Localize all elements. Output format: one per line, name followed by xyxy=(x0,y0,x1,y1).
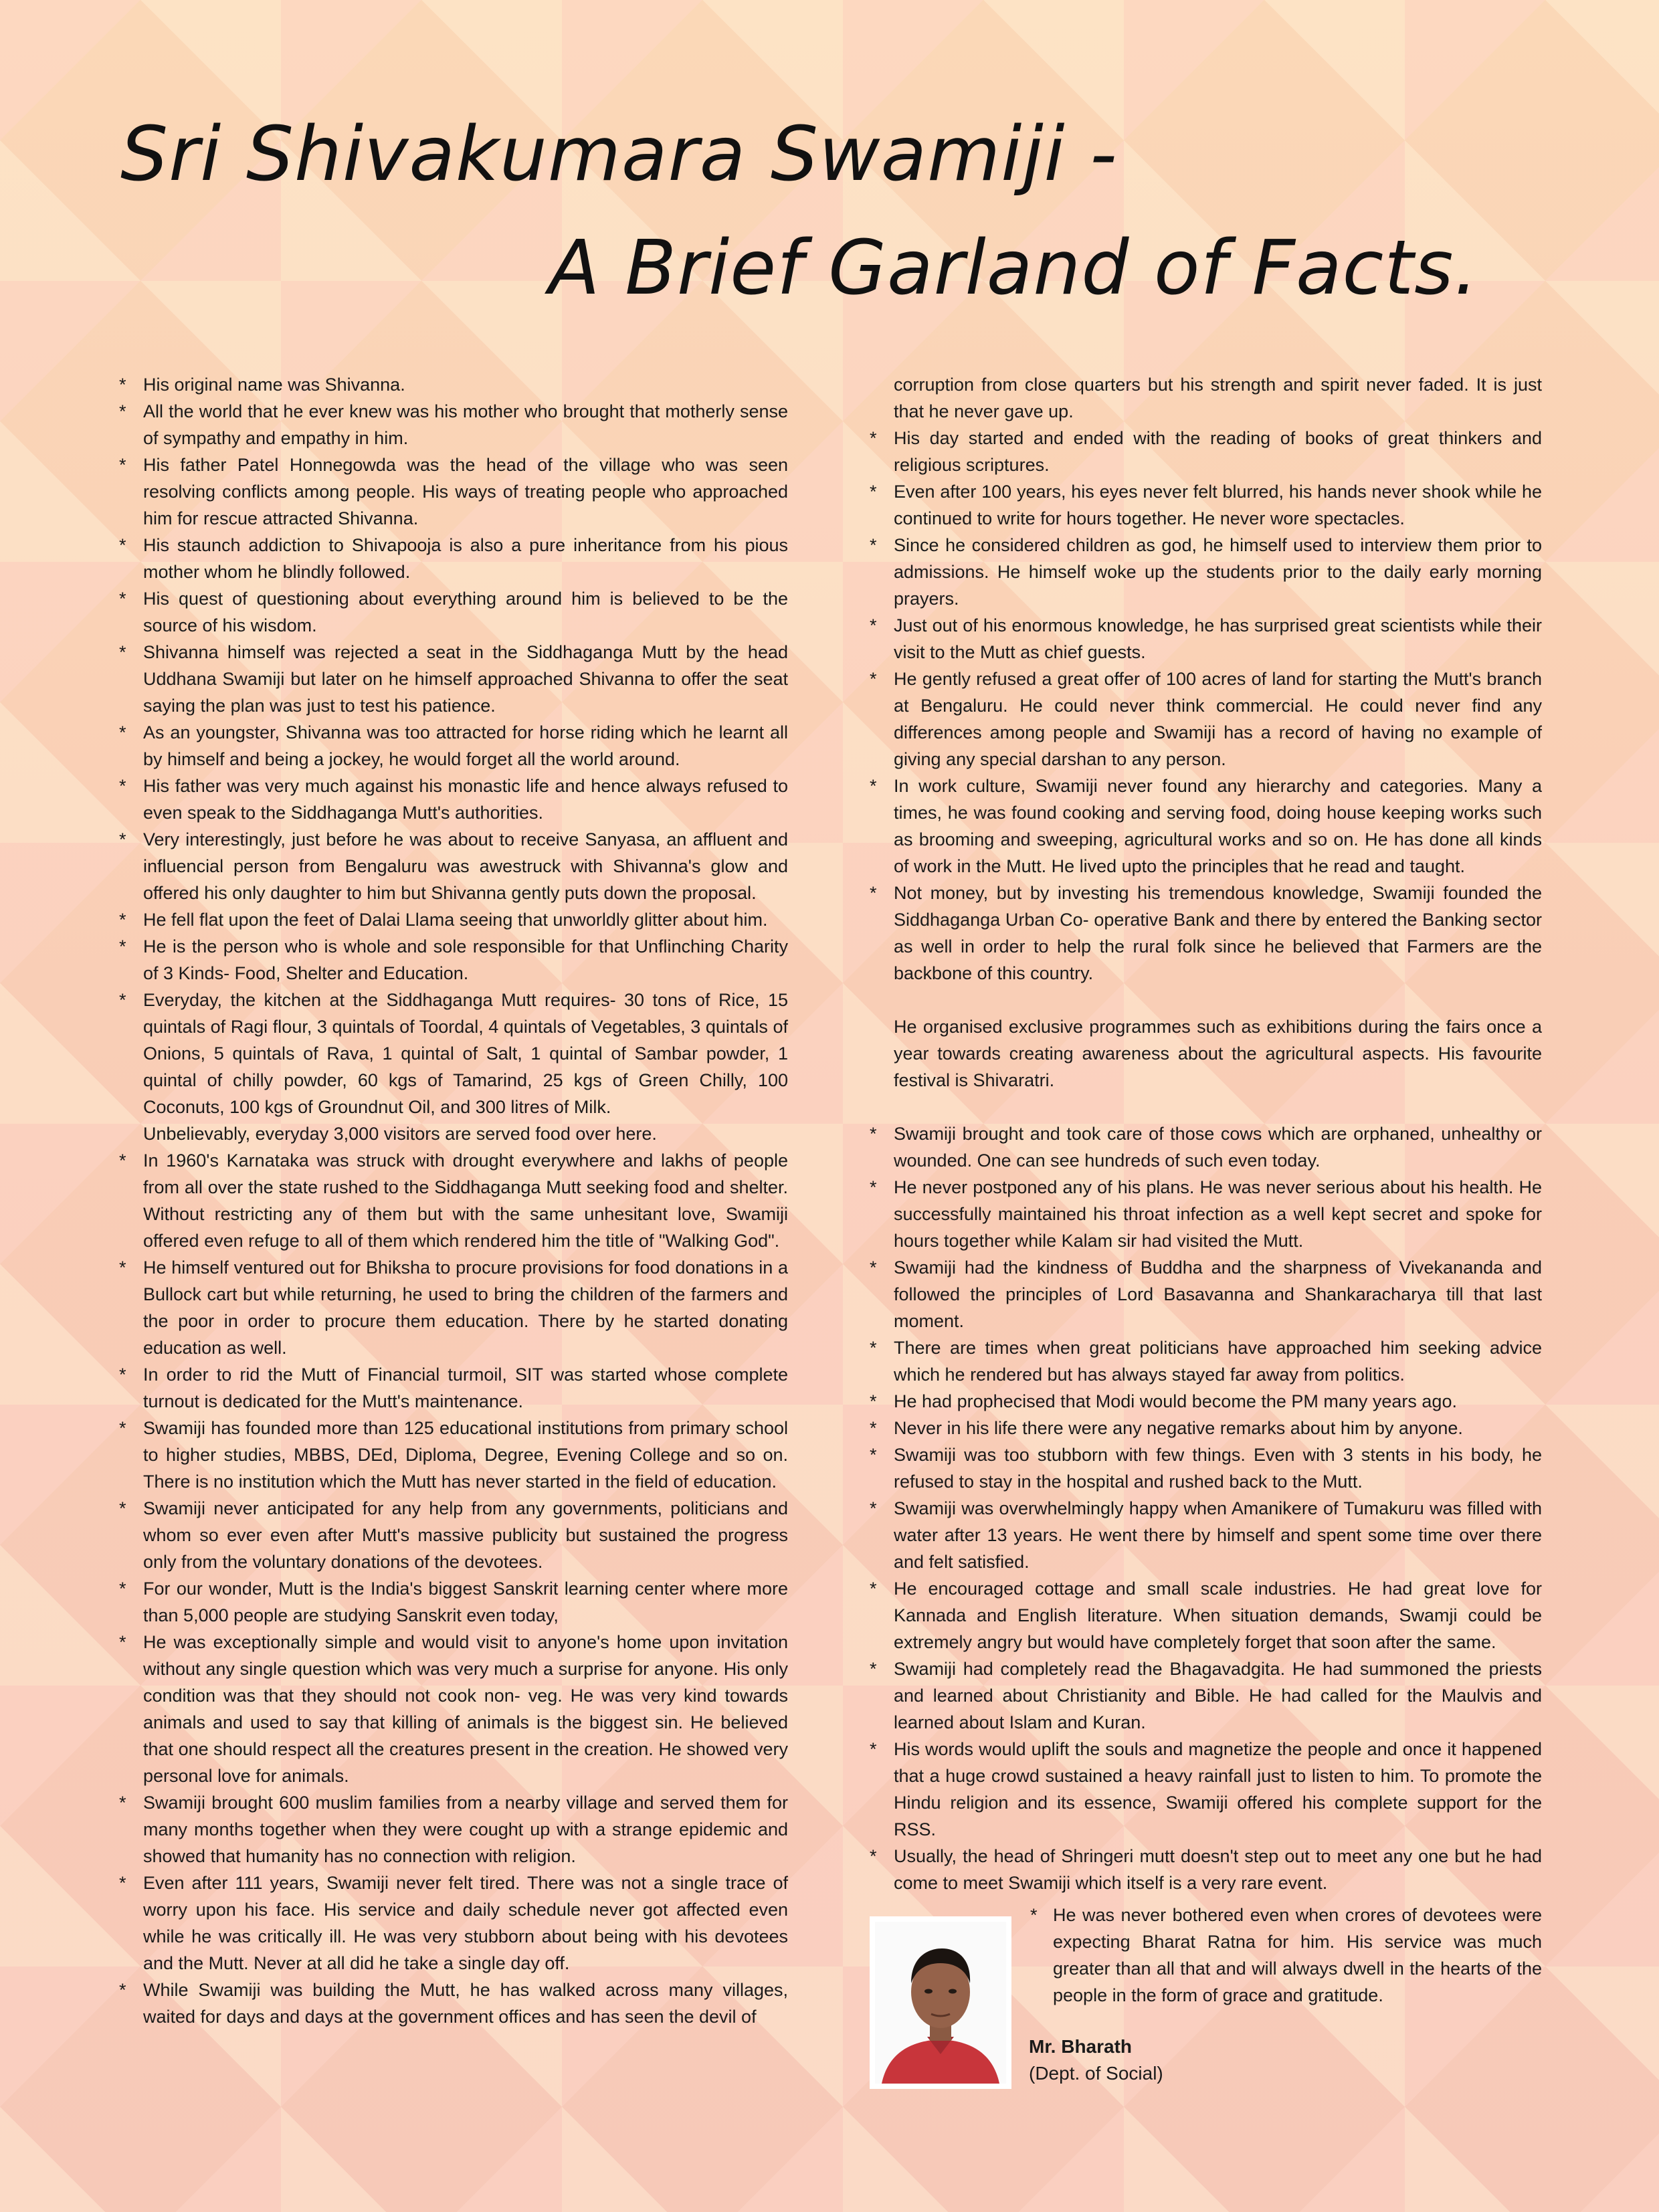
left-column xyxy=(119,371,788,2030)
list-item xyxy=(870,1575,1542,1655)
bullet-marker: * xyxy=(870,1124,877,1144)
item-text: Swamiji brought 600 muslim families from a nearby village and served them for many months together when they were cought up with a strange epidemic and showed that humanity has no connection with religion. xyxy=(143,1793,788,1866)
item-text: Swamiji was overwhelmingly happy when Amanikere of Tumakuru was filled with water after 13 years. He went there by himself and spent some time over there and felt satisfied. xyxy=(894,1498,1542,1572)
list-item xyxy=(119,1254,788,1361)
list-item xyxy=(119,585,788,639)
bullet-marker: * xyxy=(870,428,877,448)
bullet-marker: * xyxy=(870,1846,877,1866)
bullet-marker: * xyxy=(119,1873,126,1893)
list-item xyxy=(119,773,788,826)
item-text: He never postponed any of his plans. He was never serious about his health. He successfully maintained his throat infection as a well kept secret and spoke for hours together while Kalam sir had visited the Mutt. xyxy=(894,1177,1542,1251)
list-item xyxy=(870,1388,1542,1415)
last-bullet-text: He was never bothered even when crores of devotees were expecting Bharat Ratna for him. His service was much greater than all that and will always dwell in the hearts of the people in the form of grace and gratitude. xyxy=(1053,1905,1542,2005)
bullet-marker: * xyxy=(870,482,877,502)
bullet-marker: * xyxy=(119,1793,126,1813)
bullet-marker: * xyxy=(119,642,126,662)
item-text: His father was very much against his monastic life and hence always refused to even speak to the Siddhaganga Mutt's authorities. xyxy=(143,776,788,823)
item-text: He was exceptionally simple and would visit to anyone's home upon invitation without any single question which was very much a surprise for anyone. His only condition was that they should not cook non- veg. He was very kind towards animals and used to say that killing of animals is the biggest sin. He believed that one should respect all the creatures present in the creation. He showed very personal love for animals. xyxy=(143,1632,788,1786)
list-item xyxy=(119,1629,788,1789)
bullet-marker: * xyxy=(870,883,877,903)
paragraph-gap xyxy=(870,987,1542,1013)
list-item xyxy=(119,719,788,773)
item-text: Swamiji had the kindness of Buddha and the sharpness of Vivekananda and followed the principles of Lord Basavanna and Shankaracharya till that last moment. xyxy=(894,1258,1542,1331)
list-item xyxy=(119,1870,788,1977)
list-item xyxy=(119,906,788,933)
bullet-marker: * xyxy=(870,1659,877,1679)
paragraph xyxy=(870,371,1542,425)
list-item xyxy=(870,1254,1542,1334)
item-text: His original name was Shivanna. xyxy=(143,375,405,395)
list-item xyxy=(870,666,1542,773)
paragraph xyxy=(870,1013,1542,1094)
list-item xyxy=(870,1120,1542,1174)
right-column xyxy=(870,371,1542,1896)
item-text: He is the person who is whole and sole responsible for that Unflinching Charity of 3 Kinds- Food, Shelter and Education. xyxy=(143,936,788,983)
list-item xyxy=(870,1655,1542,1736)
bullet-marker: * xyxy=(119,589,126,609)
last-bullet-item xyxy=(1030,1902,1542,2009)
list-item xyxy=(119,451,788,532)
item-text: Just out of his enormous knowledge, he has surprised great scientists while their visit to the Mutt as chief guests. xyxy=(894,615,1542,662)
bullet-marker: * xyxy=(119,776,126,796)
list-item xyxy=(119,1789,788,1870)
item-text: While Swamiji was building the Mutt, he has walked across many villages, waited for days and days at the government offices and has seen the devil of xyxy=(143,1980,788,2027)
bullet-marker: * xyxy=(119,910,126,930)
bullet-marker: * xyxy=(119,1579,126,1599)
item-text: Even after 111 years, Swamiji never felt tired. There was not a single trace of worry upon his face. His service and daily schedule never got affected even while he was critically ill. He was very stubborn about being with his devotees and the Mutt. Never at all did he take a single day off. xyxy=(143,1873,788,1973)
bullet-marker: * xyxy=(119,1258,126,1278)
bullet-marker: * xyxy=(870,776,877,796)
item-text: He encouraged cottage and small scale industries. He had great love for Kannada and English literature. When situation demands, Swamji could be extremely angry but would have completely forget that soon after the same. xyxy=(894,1579,1542,1652)
item-text: In work culture, Swamiji never found any hierarchy and categories. Many a times, he was found cooking and serving food, doing house keeping works such as brooming and sweeping, agricultural works and so on. He has done all kinds of work in the Mutt. He lived upto the principles that he read and taught. xyxy=(894,776,1542,876)
item-text: His father Patel Honnegowda was the head of the village who was seen resolving conflicts among people. His ways of treating people who approached him for rescue attracted Shivanna. xyxy=(143,455,788,528)
bullet-marker: * xyxy=(119,990,126,1010)
list-item xyxy=(870,425,1542,478)
bullet-marker: * xyxy=(119,936,126,957)
list-item xyxy=(870,1334,1542,1388)
bullet-marker: * xyxy=(870,1258,877,1278)
item-text: His words would uplift the souls and magnetize the people and once it happened that a huge crowd sustained a heavy rainfall just to listen to him. To promote the Hindu religion and its essence, Swamiji offered his complete support for the RSS. xyxy=(894,1739,1542,1839)
paragraph-gap xyxy=(870,1094,1542,1120)
title-line-1: Sri Shivakumara Swamiji - xyxy=(120,111,1118,198)
item-text: Not money, but by investing his tremendous knowledge, Swamiji founded the Siddhaganga Urban Co- operative Bank and there by entered the Banking sector as well in order to help the rural folk since he believed that Farmers are the backbone of this country. xyxy=(894,883,1542,983)
bullet-marker: * xyxy=(119,401,126,421)
bullet-marker: * xyxy=(119,829,126,849)
item-text: Even after 100 years, his eyes never felt blurred, his hands never shook while he continued to write for hours together. He never wore spectacles. xyxy=(894,482,1542,528)
bullet-marker: * xyxy=(870,1445,877,1465)
bullet-marker: * xyxy=(870,669,877,689)
list-item xyxy=(119,1361,788,1415)
item-text: He had prophecised that Modi would become the PM many years ago. xyxy=(894,1391,1457,1411)
item-text: His staunch addiction to Shivapooja is also a pure inheritance from his pious mother whom he blindly followed. xyxy=(143,535,788,582)
item-text: His day started and ended with the reading of books of great thinkers and religious scriptures. xyxy=(894,428,1542,475)
item-text: He gently refused a great offer of 100 acres of land for starting the Mutt's branch at Bengaluru. He could never think commercial. He could never find any differences among people and Swamiji has a record of having no example of giving any special darshan to any person. xyxy=(894,669,1542,769)
bullet-marker: * xyxy=(119,722,126,742)
item-text: Swamiji has founded more than 125 educational institutions from primary school to higher studies, MBBS, DEd, Diploma, Degree, Evening College and so on. There is no institution which the Mutt has never started in the field of education. xyxy=(143,1418,788,1492)
item-text: Swamiji brought and took care of those cows which are orphaned, unhealthy or wounded. One can see hundreds of such even today. xyxy=(894,1124,1542,1171)
item-text: corruption from close quarters but his strength and spirit never faded. It is just that he never gave up. xyxy=(894,375,1542,421)
item-text: Swamiji was too stubborn with few things. Even with 3 stents in his body, he refused to stay in the hospital and rushed back to the Mutt. xyxy=(894,1445,1542,1492)
item-text: Never in his life there were any negative remarks about him by anyone. xyxy=(894,1418,1463,1438)
list-item xyxy=(119,398,788,451)
item-text: Swamiji never anticipated for any help from any governments, politicians and whom so ever even after Mutt's massive publicity but sustained the progress only from the voluntary donations of the devotees. xyxy=(143,1498,788,1572)
list-item xyxy=(870,612,1542,666)
bullet-marker: * xyxy=(870,1177,877,1197)
list-item xyxy=(119,1495,788,1575)
bullet-marker: * xyxy=(870,1579,877,1599)
bullet-marker: * xyxy=(119,1632,126,1652)
list-item xyxy=(119,1147,788,1254)
item-text: Since he considered children as god, he himself used to interview them prior to admissions. He himself woke up the students prior to the daily early morning prayers. xyxy=(894,535,1542,609)
list-item xyxy=(119,826,788,906)
item-text: Swamiji had completely read the Bhagavadgita. He had summoned the priests and learned about Christianity and Bible. He had called for the Maulvis and learned about Islam and Kuran. xyxy=(894,1659,1542,1732)
author-name: Mr. Bharath xyxy=(1029,2036,1133,2057)
item-text: Everyday, the kitchen at the Siddhaganga Mutt requires- 30 tons of Rice, 15 quintals of Ragi flour, 3 quintals of Toordal, 4 quintals of Vegetables, 3 quintals of Onions, 5 quintals of Rava, 1 quintal of Salt, 1 quintal of Sambar powder, 1 quintal of chilly powder, 60 kgs of Tamarind, 25 kgs of Green Chilly, 100 Coconuts, 100 kgs of Groundnut Oil, and 300 litres of Milk. xyxy=(143,990,788,1117)
list-item xyxy=(870,1736,1542,1843)
item-text: He fell flat upon the feet of Dalai Llama seeing that unworldly glitter about him. xyxy=(143,910,768,930)
item-text: His quest of questioning about everything around him is believed to be the source of his wisdom. xyxy=(143,589,788,635)
bullet-marker: * xyxy=(870,535,877,555)
list-item xyxy=(870,773,1542,880)
bullet-marker: * xyxy=(119,375,126,395)
bullet-marker: * xyxy=(119,1418,126,1438)
item-text: Usually, the head of Shringeri mutt doesn't step out to meet any one but he had come to meet Swamiji which itself is a very rare event. xyxy=(894,1846,1542,1893)
author-dept: (Dept. of Social) xyxy=(1029,2063,1163,2084)
list-item xyxy=(870,1441,1542,1495)
list-item xyxy=(119,987,788,1120)
item-text: For our wonder, Mutt is the India's biggest Sanskrit learning center where more than 5,000 people are studying Sanskrit even today, xyxy=(143,1579,788,1625)
list-item xyxy=(870,1415,1542,1441)
list-item xyxy=(119,1575,788,1629)
item-text: He organised exclusive programmes such as exhibitions during the fairs once a year towards creating awareness about the agricultural aspects. His favourite festival is Shivaratri. xyxy=(894,1017,1542,1090)
bullet-marker: * xyxy=(1030,1905,1038,1925)
list-item xyxy=(870,532,1542,612)
list-item xyxy=(870,1495,1542,1575)
author-photo xyxy=(870,1916,1011,2089)
list-item xyxy=(119,1977,788,2030)
list-item xyxy=(119,933,788,987)
bullet-marker: * xyxy=(119,1150,126,1171)
bullet-marker: * xyxy=(119,1365,126,1385)
list-item xyxy=(119,371,788,398)
bullet-marker: * xyxy=(119,455,126,475)
bullet-marker: * xyxy=(870,1338,877,1358)
bullet-marker: * xyxy=(870,615,877,635)
list-item xyxy=(870,1174,1542,1254)
item-text: There are times when great politicians have approached him seeking advice which he rendered but has always stayed far away from politics. xyxy=(894,1338,1542,1385)
bullet-marker: * xyxy=(119,1498,126,1518)
list-item xyxy=(870,880,1542,987)
item-text: Very interestingly, just before he was about to receive Sanyasa, an affluent and influencial person from Bengaluru was awestruck with Shivanna's glow and offered his only daughter to him but Shivanna gently puts down the proposal. xyxy=(143,829,788,903)
list-item xyxy=(119,639,788,719)
bullet-marker: * xyxy=(870,1498,877,1518)
item-text: Unbelievably, everyday 3,000 visitors are served food over here. xyxy=(143,1124,657,1144)
bullet-marker: * xyxy=(870,1391,877,1411)
title-line-2: A Brief Garland of Facts. xyxy=(549,225,1479,312)
paragraph xyxy=(119,1120,788,1147)
item-text: All the world that he ever knew was his mother who brought that motherly sense of sympathy and empathy in him. xyxy=(143,401,788,448)
bullet-marker: * xyxy=(870,1418,877,1438)
item-text: In order to rid the Mutt of Financial turmoil, SIT was started whose complete turnout is dedicated for the Mutt's maintenance. xyxy=(143,1365,788,1411)
bullet-marker: * xyxy=(119,1980,126,2000)
list-item xyxy=(119,532,788,585)
item-text: Shivanna himself was rejected a seat in the Siddhaganga Mutt by the head Uddhana Swamiji but later on he himself approached Shivanna to offer the seat saying the plan was just to test his patience. xyxy=(143,642,788,716)
list-item xyxy=(870,478,1542,532)
bullet-marker: * xyxy=(870,1739,877,1759)
item-text: He himself ventured out for Bhiksha to procure provisions for food donations in a Bullock cart but while returning, he used to bring the children of the farmers and the poor in order to procure them education. There by he started donating education as well. xyxy=(143,1258,788,1358)
item-text: As an youngster, Shivanna was too attracted for horse riding which he learnt all by himself and being a jockey, he would forget all the world around. xyxy=(143,722,788,769)
bullet-marker: * xyxy=(119,535,126,555)
list-item xyxy=(119,1415,788,1495)
author-portrait-icon xyxy=(875,1922,1006,2084)
list-item xyxy=(870,1843,1542,1896)
item-text: In 1960's Karnataka was struck with drought everywhere and lakhs of people from all over the state rushed to the Siddhaganga Mutt seeking food and shelter. Without restricting any of them but with the same unhesitant love, Swamiji offered even refuge to all of them which rendered him the title of "Walking God". xyxy=(143,1150,788,1251)
